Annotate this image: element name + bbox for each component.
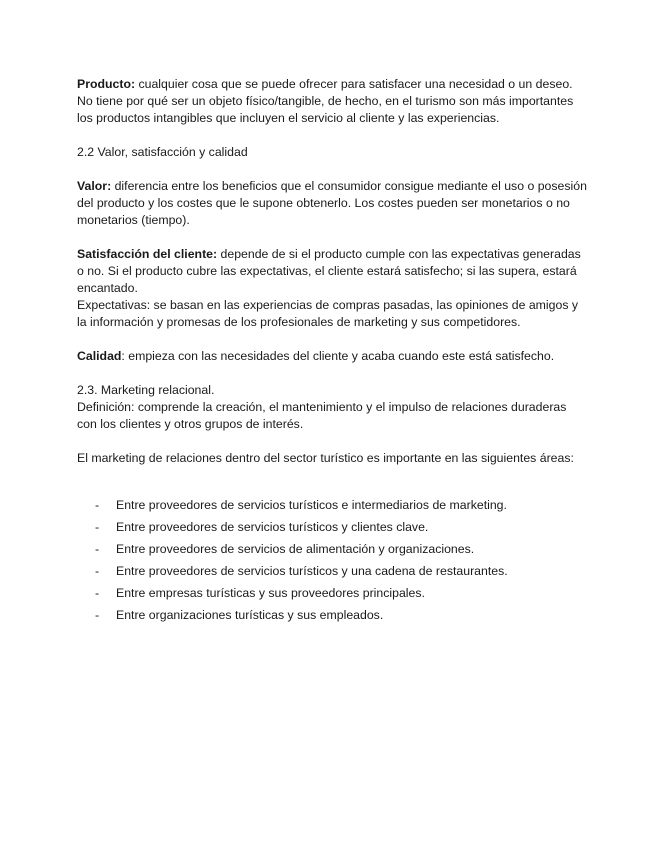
producto-paragraph <box>77 76 587 127</box>
dash-bullet: - <box>95 608 100 622</box>
producto-text: cualquier cosa que se puede ofrecer para satisfacer una necesidad o un deseo. No tiene por qué ser un objeto físico/tangible, de hecho, en el turismo son más importantes los productos intangibles que incluyen el servicio al cliente y las experiencias. <box>77 77 574 125</box>
dash-bullet: - <box>95 542 100 556</box>
list-item-text: Entre empresas turísticas y sus proveedores principales. <box>116 586 425 600</box>
valor-term: Valor: <box>77 179 112 193</box>
list-item-text: Entre proveedores de servicios turísticos y una cadena de restaurantes. <box>116 564 508 578</box>
areas-list <box>77 494 587 626</box>
list-item <box>77 494 587 516</box>
expectativas-paragraph: Expectativas: se basan en las experiencias de compras pasadas, las opiniones de amigos y la información y promesas de los profesionales de marketing y sus competidores. <box>77 298 579 329</box>
definicion-paragraph: Definición: comprende la creación, el mantenimiento y el impulso de relaciones duraderas con los clientes y otros grupos de interés. <box>77 400 567 431</box>
list-item <box>77 560 587 582</box>
dash-bullet: - <box>95 586 100 600</box>
list-item-text: Entre proveedores de servicios turísticos y clientes clave. <box>116 520 429 534</box>
list-item <box>77 582 587 604</box>
calidad-term: Calidad <box>77 349 122 363</box>
producto-term: Producto: <box>77 77 136 91</box>
list-item <box>77 604 587 626</box>
satisfaccion-term: Satisfacción del cliente: <box>77 247 218 261</box>
calidad-paragraph <box>77 348 587 365</box>
valor-paragraph <box>77 178 587 229</box>
valor-text: diferencia entre los beneficios que el consumidor consigue mediante el uso o posesión del producto y los costes que le supone obtenerlo. Los costes pueden ser monetarios o no monetarios (tiempo). <box>77 179 587 227</box>
dash-bullet: - <box>95 520 100 534</box>
satisfaccion-text: depende de si el producto cumple con las expectativas generadas o no. Si el producto cubre las expectativas, el cliente estará satisfecho; si las supera, estará encantado. <box>77 247 581 295</box>
dash-bullet: - <box>95 564 100 578</box>
section-heading-2-2: 2.2 Valor, satisfacción y calidad <box>77 145 248 159</box>
calidad-text: : empieza con las necesidades del cliente y acaba cuando este está satisfecho. <box>121 349 555 363</box>
areas-intro-paragraph: El marketing de relaciones dentro del sector turístico es importante en las siguientes áreas: <box>77 451 574 465</box>
list-item-text: Entre organizaciones turísticas y sus empleados. <box>116 608 384 622</box>
document-page <box>77 76 587 626</box>
dash-bullet: - <box>95 498 100 512</box>
list-item-text: Entre proveedores de servicios de alimentación y organizaciones. <box>116 542 475 556</box>
satisfaccion-paragraph <box>77 246 587 297</box>
list-item <box>77 516 587 538</box>
section-heading-2-3: 2.3. Marketing relacional. <box>77 383 215 397</box>
list-item-text: Entre proveedores de servicios turísticos e intermediarios de marketing. <box>116 498 507 512</box>
list-item <box>77 538 587 560</box>
